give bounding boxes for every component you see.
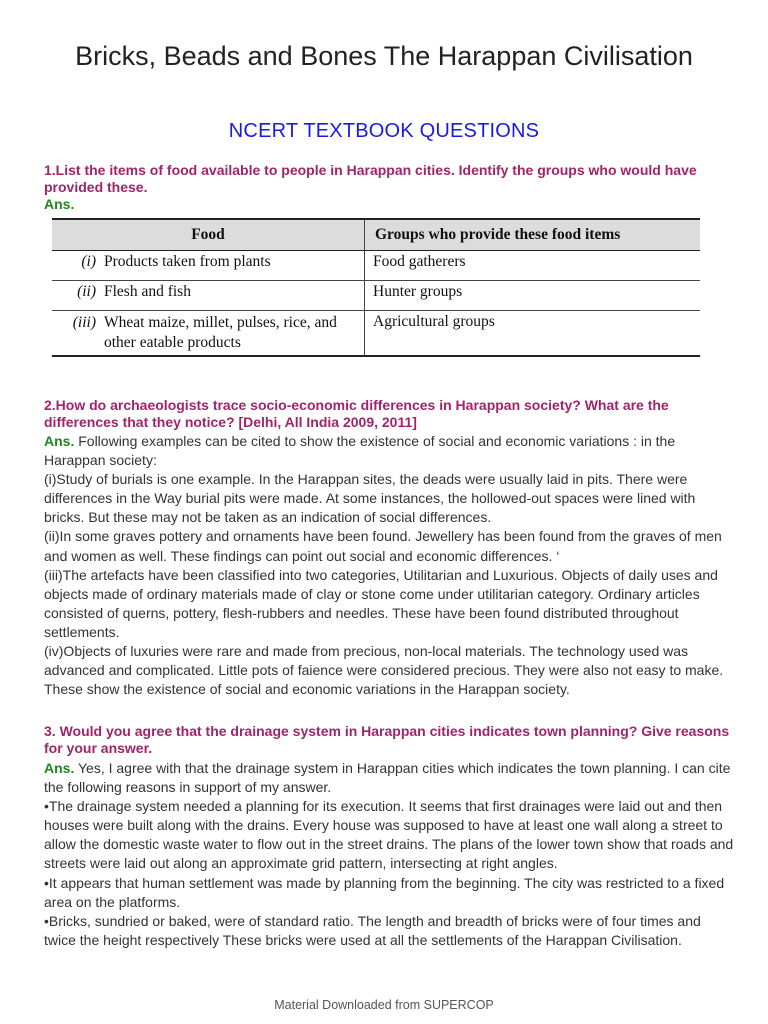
answer-3-paragraph: •The drainage system needed a planning for its execution. It seems that first drainages were laid out and then houses were built along with the drains. Every house was supposed to have at least one wall along a street to allow the domestic waste water to flow out in the street drains. The plans of the lower town show that roads and streets were laid out along an approximate grid pattern, intersecting at right angles. bbox=[44, 798, 734, 872]
table-header-groups: Groups who provide these food items bbox=[365, 219, 701, 251]
page-title: Bricks, Beads and Bones The Harappan Civilisation bbox=[75, 41, 693, 71]
row-number: (ii) bbox=[77, 283, 96, 300]
answer-2-paragraph: (iii)The artefacts have been classified into two categories, Utilitarian and Luxurious. Objects of daily uses and objects made of ordinary materials made of clay or stone come under utilitarian category. Ordinary articles consisted of querns, pottery, flesh-rubbers and needles. These have been found distributed throughout settlements. bbox=[44, 566, 718, 640]
food-cell: Wheat maize, millet, pulses, rice, and other eatable products bbox=[104, 314, 337, 351]
answer-3-paragraph: •It appears that human settlement was made by planning from the beginning. The city was restricted to a fixed area on the platforms. bbox=[44, 874, 725, 910]
group-cell: Agricultural groups bbox=[365, 311, 701, 357]
answer-3-paragraph: •Bricks, sundried or baked, were of standard ratio. The length and breadth of bricks were of four times and twice the height respectively These bricks were used at all the settlements of the Harappan Civilisation. bbox=[44, 912, 701, 948]
question-2: 2.How do archaeologists trace socio-economic differences in Harappan society? What are the differences that they notice? [Delhi, All India 2009, 2011] bbox=[44, 397, 669, 430]
answer-2-paragraph: (i)Study of burials is one example. In the Harappan sites, the deads were usually laid in pits. There were differences in the Way burial pits were made. At some instances, the hollowed-out spaces were lined with bricks. But these may not be taken as an indication of social differences. bbox=[44, 471, 696, 526]
answer-1-label bbox=[44, 196, 74, 213]
ans-label: Ans. bbox=[44, 760, 75, 776]
question-3: 3. Would you agree that the drainage system in Harappan cities indicates town planning? Give reasons for your answer. bbox=[44, 723, 730, 756]
answer-2 bbox=[44, 432, 734, 699]
answer-2-intro-text: Following examples can be cited to show the existence of social and economic variations : in the Harappan society: bbox=[44, 433, 676, 469]
answer-2-paragraph: (ii)In some graves pottery and ornaments have been found. Jewellery has been found from the graves of men and women as well. These findings can point out social and economic differences. ‘ bbox=[44, 528, 722, 564]
answer-3-intro bbox=[44, 759, 734, 797]
answer-3 bbox=[44, 759, 734, 950]
food-cell: Flesh and fish bbox=[104, 283, 191, 300]
footer-text: Material Downloaded from SUPERCOP bbox=[274, 998, 494, 1012]
ans-label: Ans. bbox=[44, 433, 75, 449]
group-cell: Hunter groups bbox=[365, 281, 701, 311]
question-1: 1.List the items of food available to people in Harappan cities. Identify the groups who would have provided these. bbox=[44, 162, 697, 195]
answer-3-intro-text: Yes, I agree with that the drainage system in Harappan cities which indicates the town planning. I can cite the following reasons in support of my answer. bbox=[44, 760, 731, 796]
ans-label: Ans. bbox=[44, 196, 75, 212]
table-row bbox=[52, 311, 700, 357]
table-row bbox=[52, 281, 700, 311]
answer-2-intro bbox=[44, 432, 734, 470]
table-row bbox=[52, 251, 700, 281]
food-table bbox=[52, 218, 700, 366]
section-heading: NCERT TEXTBOOK QUESTIONS bbox=[228, 120, 540, 142]
answer-2-paragraph: (iv)Objects of luxuries were rare and made from precious, non-local materials. The technology used was advanced and complicated. Little pots of faience were considered precious. They were also not easy to make. These show the existence of social and economic variations in the Harappan society. bbox=[44, 643, 724, 698]
row-number: (i) bbox=[81, 253, 96, 270]
row-number: (iii) bbox=[72, 314, 96, 331]
table-header-food: Food bbox=[52, 219, 365, 251]
food-cell: Products taken from plants bbox=[104, 253, 271, 270]
group-cell: Food gatherers bbox=[365, 251, 701, 281]
